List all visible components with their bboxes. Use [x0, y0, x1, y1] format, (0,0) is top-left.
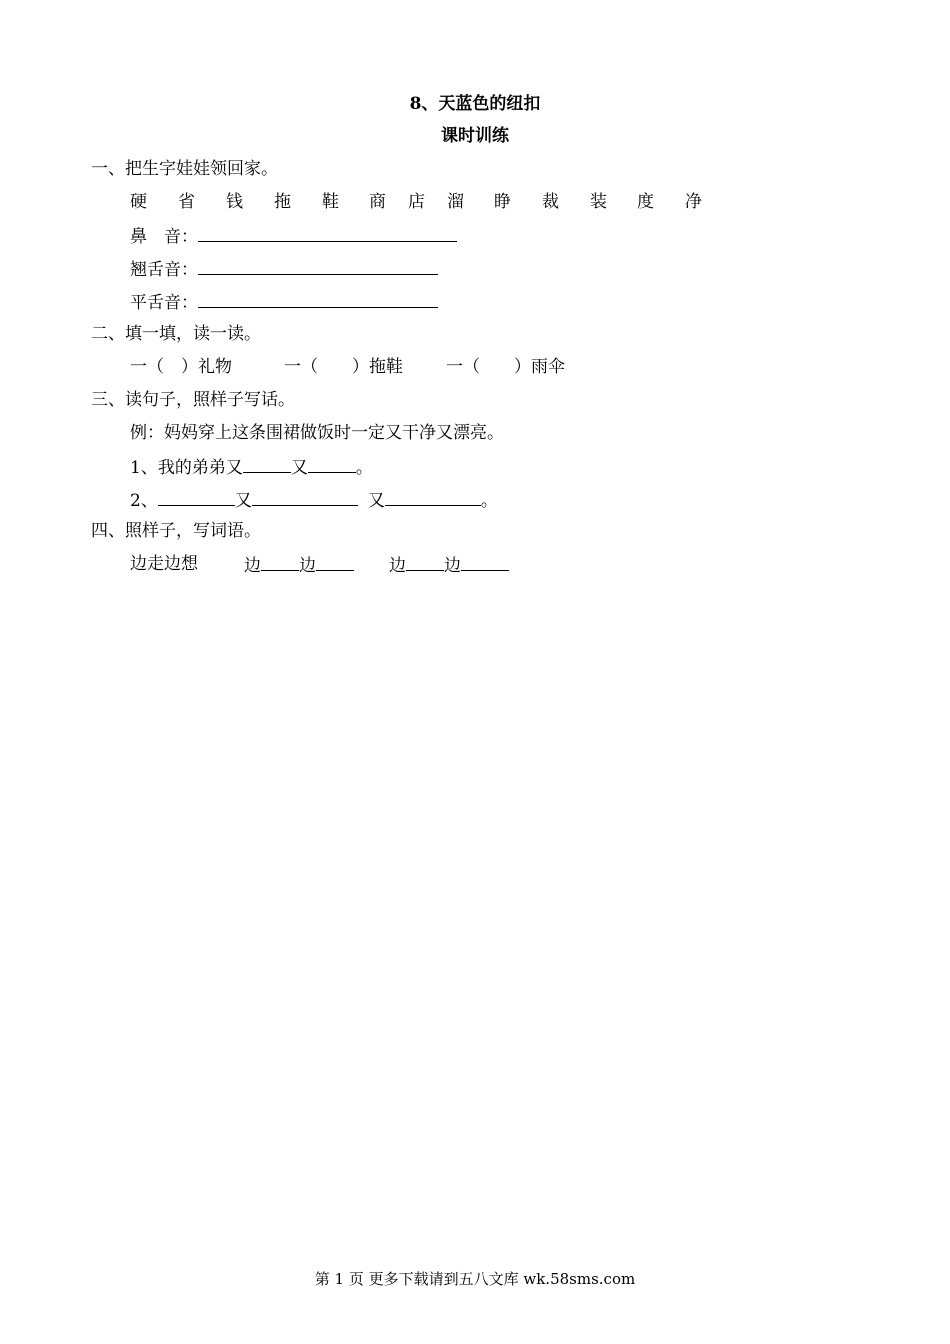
measure-blank-1[interactable]: 一（ ）: [130, 357, 198, 377]
example-sentence: 例：妈妈穿上这条围裙做饭时一定又干净又漂亮。: [130, 423, 504, 443]
sentence-1-mid: 又: [290, 458, 308, 478]
measure-item-2: [284, 356, 403, 378]
word-1-blank-b[interactable]: [316, 553, 354, 571]
nasal-answer-blank[interactable]: [198, 224, 457, 242]
measure-word-3: 雨伞: [531, 357, 565, 377]
bian-char: 边: [244, 556, 261, 576]
measure-blank-3[interactable]: 一（ ）: [446, 357, 531, 377]
bian-char: 边: [389, 556, 406, 576]
flat-row: [130, 290, 438, 314]
section2-heading: 二、填一填，读一读。: [91, 324, 261, 344]
flat-answer-blank[interactable]: [198, 290, 438, 308]
measure-word-2: 拖鞋: [369, 357, 403, 377]
char-item: 商: [369, 192, 386, 212]
char-item: 裁: [542, 192, 559, 212]
sentence-2-mid1: 又: [234, 491, 252, 511]
char-item: 鞋: [322, 192, 339, 212]
sentence-2-end: 。: [480, 491, 498, 511]
section3-heading: 三、读句子，照样子写话。: [91, 390, 295, 410]
sentence-1-prefix: 1、我的弟弟又: [130, 458, 243, 478]
sentence-2-blank-c[interactable]: [385, 488, 481, 506]
nasal-row: [130, 224, 457, 248]
word-example: 边走边想: [130, 554, 198, 574]
section4-heading: 四、照样子，写词语。: [91, 521, 261, 541]
section1-heading: 一、把生字娃娃领回家。: [91, 159, 278, 179]
retroflex-row: [130, 257, 438, 281]
char-item: 净: [685, 192, 702, 212]
sentence-1-blank-a[interactable]: [243, 455, 291, 473]
char-item: 省: [178, 192, 195, 212]
word-pattern-1: [244, 553, 354, 577]
bian-char: 边: [299, 556, 316, 576]
word-2-blank-a[interactable]: [406, 553, 444, 571]
sentence-1: [130, 455, 373, 479]
sentence-2-prefix: 2、: [130, 491, 158, 511]
char-item: 睁: [494, 192, 511, 212]
retroflex-label: 翘舌音：: [130, 260, 198, 280]
sentence-2-blank-b[interactable]: [252, 488, 358, 506]
char-item: 拖: [274, 192, 291, 212]
lesson-title: 8、天蓝色的纽扣: [409, 94, 541, 114]
sentence-1-blank-b[interactable]: [308, 455, 356, 473]
sentence-2: [130, 488, 498, 512]
char-item: 店: [408, 192, 425, 212]
char-item: 硬: [130, 192, 147, 212]
word-2-blank-b[interactable]: [461, 553, 509, 571]
retroflex-answer-blank[interactable]: [198, 257, 438, 275]
character-list: [0, 191, 950, 213]
char-item: 度: [637, 192, 654, 212]
word-pattern-2: [389, 553, 509, 577]
flat-label: 平舌音：: [130, 293, 198, 313]
sentence-2-blank-a[interactable]: [158, 488, 235, 506]
sentence-1-end: 。: [355, 458, 373, 478]
page-subtitle: 课时训练: [441, 126, 509, 146]
char-item: 钱: [226, 192, 243, 212]
measure-word-1: 礼物: [198, 357, 232, 377]
word-1-blank-a[interactable]: [261, 553, 299, 571]
page-footer: 第 1 页 更多下载请到五八文库 wk.58sms.com: [314, 1270, 636, 1288]
measure-item-3: [446, 356, 565, 378]
nasal-label: 鼻 音：: [130, 227, 198, 247]
char-item: 装: [590, 192, 607, 212]
char-item: 溜: [447, 192, 464, 212]
measure-item-1: [130, 356, 232, 378]
sentence-2-mid2: 又: [367, 491, 385, 511]
measure-blank-2[interactable]: 一（ ）: [284, 357, 369, 377]
bian-char: 边: [444, 556, 461, 576]
